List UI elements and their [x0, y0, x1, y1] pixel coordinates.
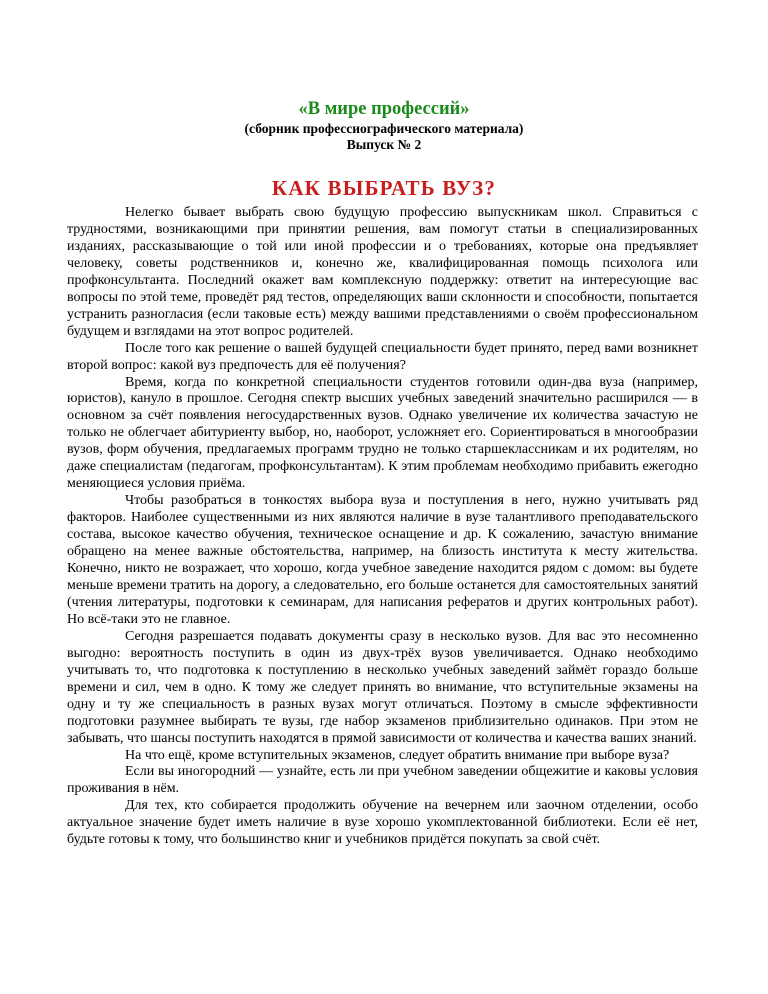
paragraph: После того как решение о вашей будущей специальности будет принято, перед вами возникнет второй вопрос: какой вуз предпочесть для её получения? [67, 340, 698, 373]
paragraph: На что ещё, кроме вступительных экзаменов, следует обратить внимание при выборе вуза? [125, 747, 670, 763]
paragraph: Нелегко бывает выбрать свою будущую профессию выпускникам школ. Справиться с трудностями, возникающими при принятии решения, вам помогут статьи в специализированных изданиях, рассказывающие о той или иной профессии и о требованиях, которые она предъявляет человеку, советы родственников и, конечно же, квалифицированная помощь психолога или профконсультанта. Последний окажет вам комплексную поддержку: ответит на интересующие вас вопросы по этой теме, проведёт ряд тестов, определяющих ваши склонности и способности, попытается устранить разногласия (если таковые есть) между вашими представлениями о своём профессиональном будущем и взглядами на этот вопрос родителей. [67, 205, 698, 339]
article-title: КАК ВЫБРАТЬ ВУЗ? [271, 176, 497, 200]
collection-subtitle: (сборник профессиографического материала) [244, 121, 524, 136]
paragraph: Чтобы разобраться в тонкостях выбора вуза и поступления в него, нужно учитывать ряд факторов. Наиболее существенными из них являются наличие в вузе талантливого преподавательского состава, высокое качество обучения, техническое оснащение и др. К сожалению, зачастую внимание обращено на менее важные обстоятельства, например, на близость института к месту жительства. Конечно, никто не возражает, что хорошо, когда учебное заведение находится рядом с домом: вы будете меньше времени тратить на дорогу, а следовательно, его больше останется для самостоятельных занятий (чтения литературы, подготовки к семинарам, для написания рефератов и других контрольных работ). Но всё-таки это не главное. [67, 493, 698, 627]
paragraph: Время, когда по конкретной специальности студентов готовили один-два вуза (например, юристов), кануло в прошлое. Сегодня спектр высших учебных заведений значительно расширился — в основном за счёт появления негосударственных вузов. Однако увеличение их количества зачастую не только не облегчает абитуриенту выбор, но, наоборот, усложняет его. Сориентироваться в многообразии вузов, форм обучения, предлагаемых программ трудно не только старшеклассникам и их родителям, но даже специалистам (педагогам, профконсультантам). К этим проблемам необходимо прибавить ежегодно меняющиеся условия приёма. [67, 374, 698, 492]
article-body [67, 205, 698, 849]
paragraph: Сегодня разрешается подавать документы сразу в несколько вузов. Для вас это несомненно выгодно: вероятность поступить в один из двух-трёх вузов увеличивается. Однако необходимо учитывать то, что подготовка к поступлению в несколько учебных заведений займёт гораздо больше времени и сил, чем в одно. К тому же следует принять во внимание, что вступительные экзамены на одну и ту же специальность в разных вузах могут отличаться. Поэтому в смысле эффективности подготовки разумнее выбирать те вузы, где набор экзаменов приблизительно одинаков. При этом не забывать, что шансы поступить находятся в прямой зависимости от количества и качества ваших знаний. [67, 628, 698, 746]
paragraph: Для тех, кто собирается продолжить обучение на вечернем или заочном отделении, особо актуальное значение будет иметь наличие в вузе хорошо укомплектованной библиотеки. Если её нет, будьте готовы к тому, что большинство книг и учебников придётся покупать за свой счёт. [67, 798, 698, 848]
series-title: «В мире профессий» [298, 99, 470, 119]
paragraph: Если вы иногородний — узнайте, есть ли при учебном заведении общежитие и каковы условия проживания в нём. [67, 764, 698, 797]
issue-number: Выпуск № 2 [346, 137, 422, 152]
